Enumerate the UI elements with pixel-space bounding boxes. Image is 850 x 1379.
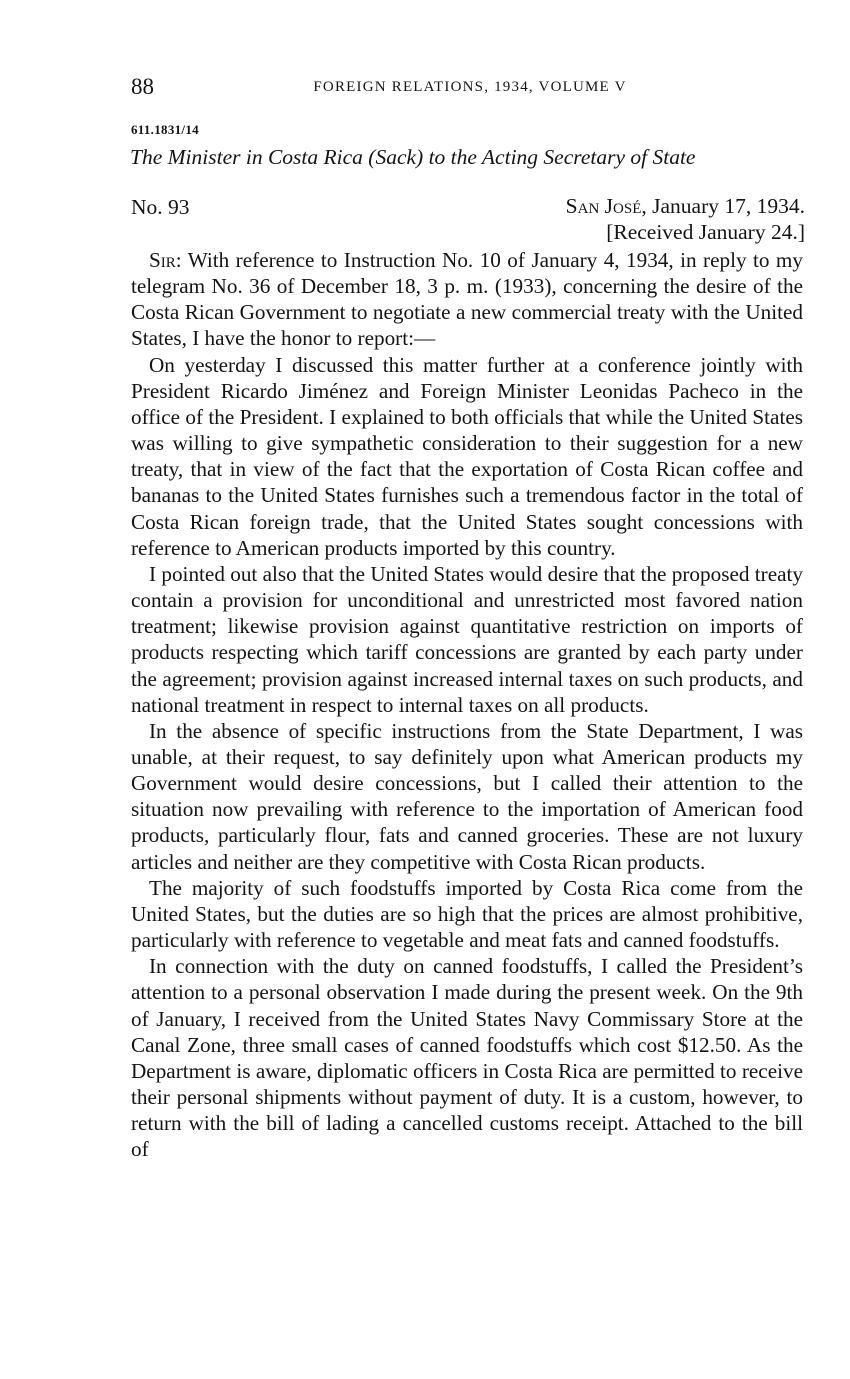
place-date xyxy=(566,193,805,219)
paragraph: In the absence of specific instructions from the State Department, I was unable, at their request, to say definitely upon what American products my Government would desire concessions, but I called their attention to the situation now prevailing with reference to the importation of American food products, particularly flour, fats and canned groceries. These are not luxury articles and neither are they competitive with Costa Rican products. xyxy=(131,718,803,874)
paragraph xyxy=(131,247,803,352)
date: , January 17, 1934. xyxy=(641,194,805,218)
dateline xyxy=(566,193,805,245)
running-title: FOREIGN RELATIONS, 1934, VOLUME V xyxy=(313,79,627,95)
received-date: [Received January 24.] xyxy=(606,220,805,244)
paragraph: I pointed out also that the United States would desire that the proposed treaty contain a provision for unconditional and unrestricted most favored nation treatment; likewise provision against quantitative restriction on imports of products respecting which tariff concessions are granted by each party under the agreement; provision against increased internal taxes on such products, and national treatment in respect to internal taxes on all products. xyxy=(131,561,803,717)
paragraph-text: : With reference to Instruction No. 10 of January 4, 1934, in reply to my telegram No. 36 of December 18, 3 p. m. (1933), concerning the desire of the Costa Rican Government to negotiate a new commercial treaty with the United States, I have the honor to report:— xyxy=(131,248,803,351)
paragraph: The majority of such foodstuffs imported by Costa Rica come from the United States, but the duties are so high that the prices are almost prohibitive, particularly with reference to vegetable and meat fats and canned foodstuffs. xyxy=(131,875,803,953)
salutation: Sir xyxy=(149,248,176,272)
file-number: 611.1831/14 xyxy=(131,122,199,137)
paragraph: In connection with the duty on canned foodstuffs, I called the President’s attention to a personal observation I made during the present week. On the 9th of January, I received from the United States Navy Commissary Store at the Canal Zone, three small cases of canned foodstuffs which cost $12.50. As the Department is aware, diplomatic officers in Costa Rica are permitted to receive their personal shipments without payment of duty. It is a custom, however, to return with the bill of lading a cancelled customs receipt. Attached to the bill of xyxy=(131,954,803,1162)
paragraph: On yesterday I discussed this matter further at a conference jointly with President Ricardo Jiménez and Foreign Minister Leonidas Pacheco in the office of the President. I explained to both officials that while the United States was willing to give sympathetic consideration to their suggestion for a new treaty, that in view of the fact that the exportation of Costa Rican coffee and bananas to the United States furnishes such a tremendous factor in the total of Costa Rican foreign trade, that the United States sought concessions with reference to American products imported by this country. xyxy=(131,352,803,560)
page-number: 88 xyxy=(131,74,154,99)
document-title: The Minister in Costa Rica (Sack) to the Acting Secretary of State xyxy=(130,145,696,169)
place: San José xyxy=(565,194,642,218)
document-number: No. 93 xyxy=(131,195,190,219)
letter-body xyxy=(131,247,803,1162)
